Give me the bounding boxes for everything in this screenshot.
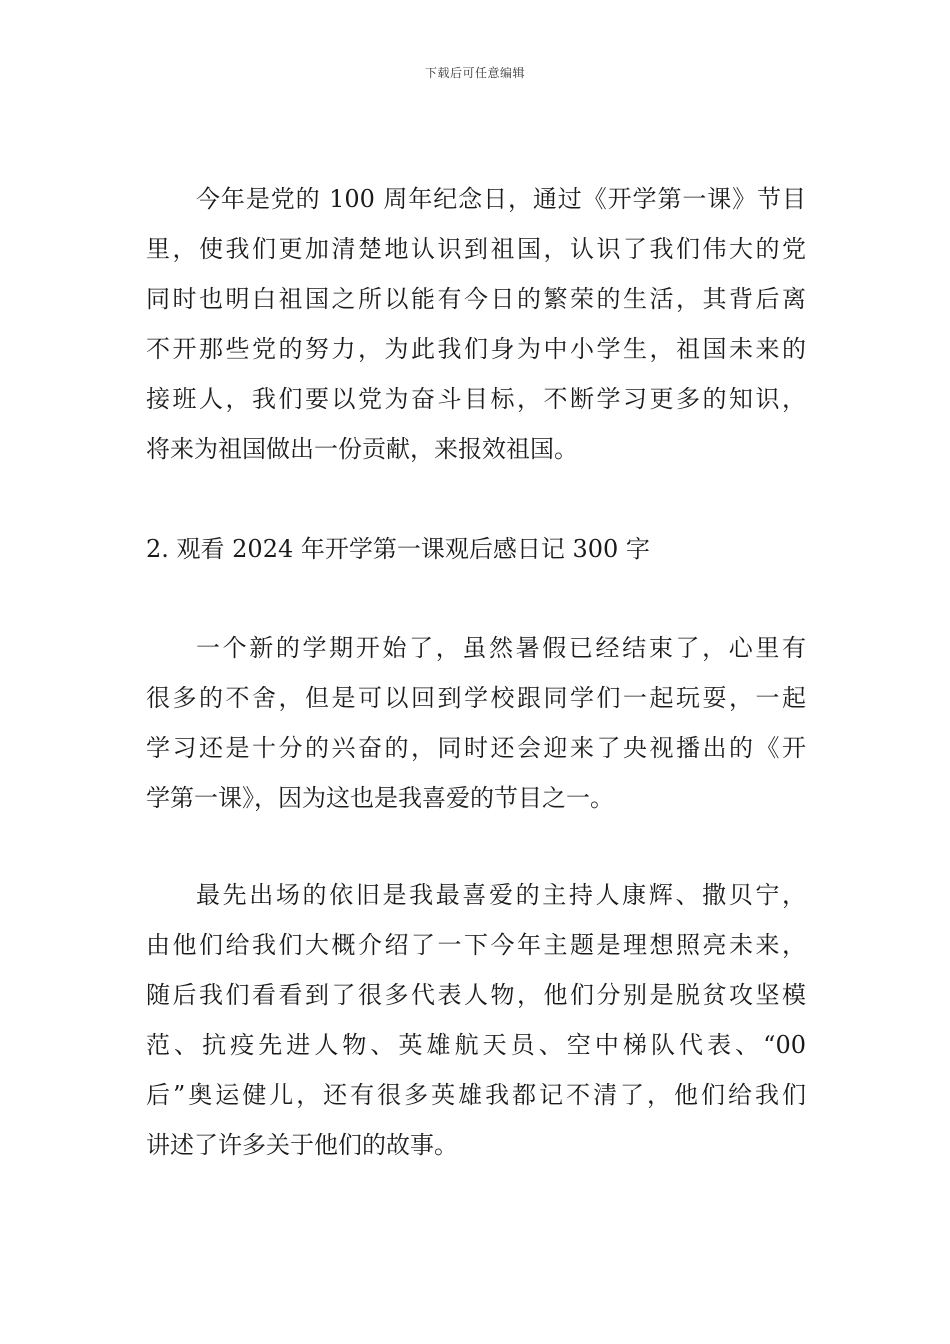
paragraph-line: 一个新的学期开始了，虽然暑假已经结束了，心里有 <box>196 634 806 662</box>
paragraph-line: 学习还是十分的兴奋的，同时还会迎来了央视播出的《开 <box>146 734 806 762</box>
paragraph-line: 今年是党的 100 周年纪念日，通过《开学第一课》节目 <box>196 185 806 213</box>
paragraph-line: 由他们给我们大概介绍了一下今年主题是理想照亮未来， <box>146 931 806 959</box>
paragraph-line: 里，使我们更加清楚地认识到祖国，认识了我们伟大的党 <box>146 235 806 263</box>
section-heading <box>146 524 806 574</box>
paragraph-line: 不开那些党的努力，为此我们身为中小学生，祖国未来的 <box>146 335 806 363</box>
paragraph-line: 同时也明白祖国之所以能有今日的繁荣的生活，其背后离 <box>146 285 806 313</box>
paragraph-line: 后”奥运健儿，还有很多英雄我都记不清了，他们给我们 <box>146 1081 806 1109</box>
section-heading-text: 2. 观看 2024 年开学第一课观后感日记 300 字 <box>146 535 650 563</box>
paragraph-line: 将来为祖国做出一份贡献，来报效祖国。 <box>146 435 578 463</box>
paragraph-line: 接班人，我们要以党为奋斗目标，不断学习更多的知识， <box>146 385 806 413</box>
paragraph-line: 随后我们看看到了很多代表人物，他们分别是脱贫攻坚模 <box>146 981 806 1009</box>
paragraph-1 <box>146 174 806 474</box>
paragraph-line: 学第一课》，因为这也是我喜爱的节目之一。 <box>146 784 614 812</box>
paragraph-line: 范、抗疫先进人物、英雄航天员、空中梯队代表、“00 <box>146 1031 806 1059</box>
paragraph-2 <box>146 623 806 823</box>
page-header: 下载后可任意编辑 <box>424 66 525 80</box>
paragraph-line: 很多的不舍，但是可以回到学校跟同学们一起玩耍，一起 <box>146 684 806 712</box>
paragraph-line: 讲述了许多关于他们的故事。 <box>146 1131 458 1159</box>
paragraph-line: 最先出场的依旧是我最喜爱的主持人康辉、撒贝宁， <box>196 881 806 909</box>
paragraph-3 <box>146 870 806 1170</box>
